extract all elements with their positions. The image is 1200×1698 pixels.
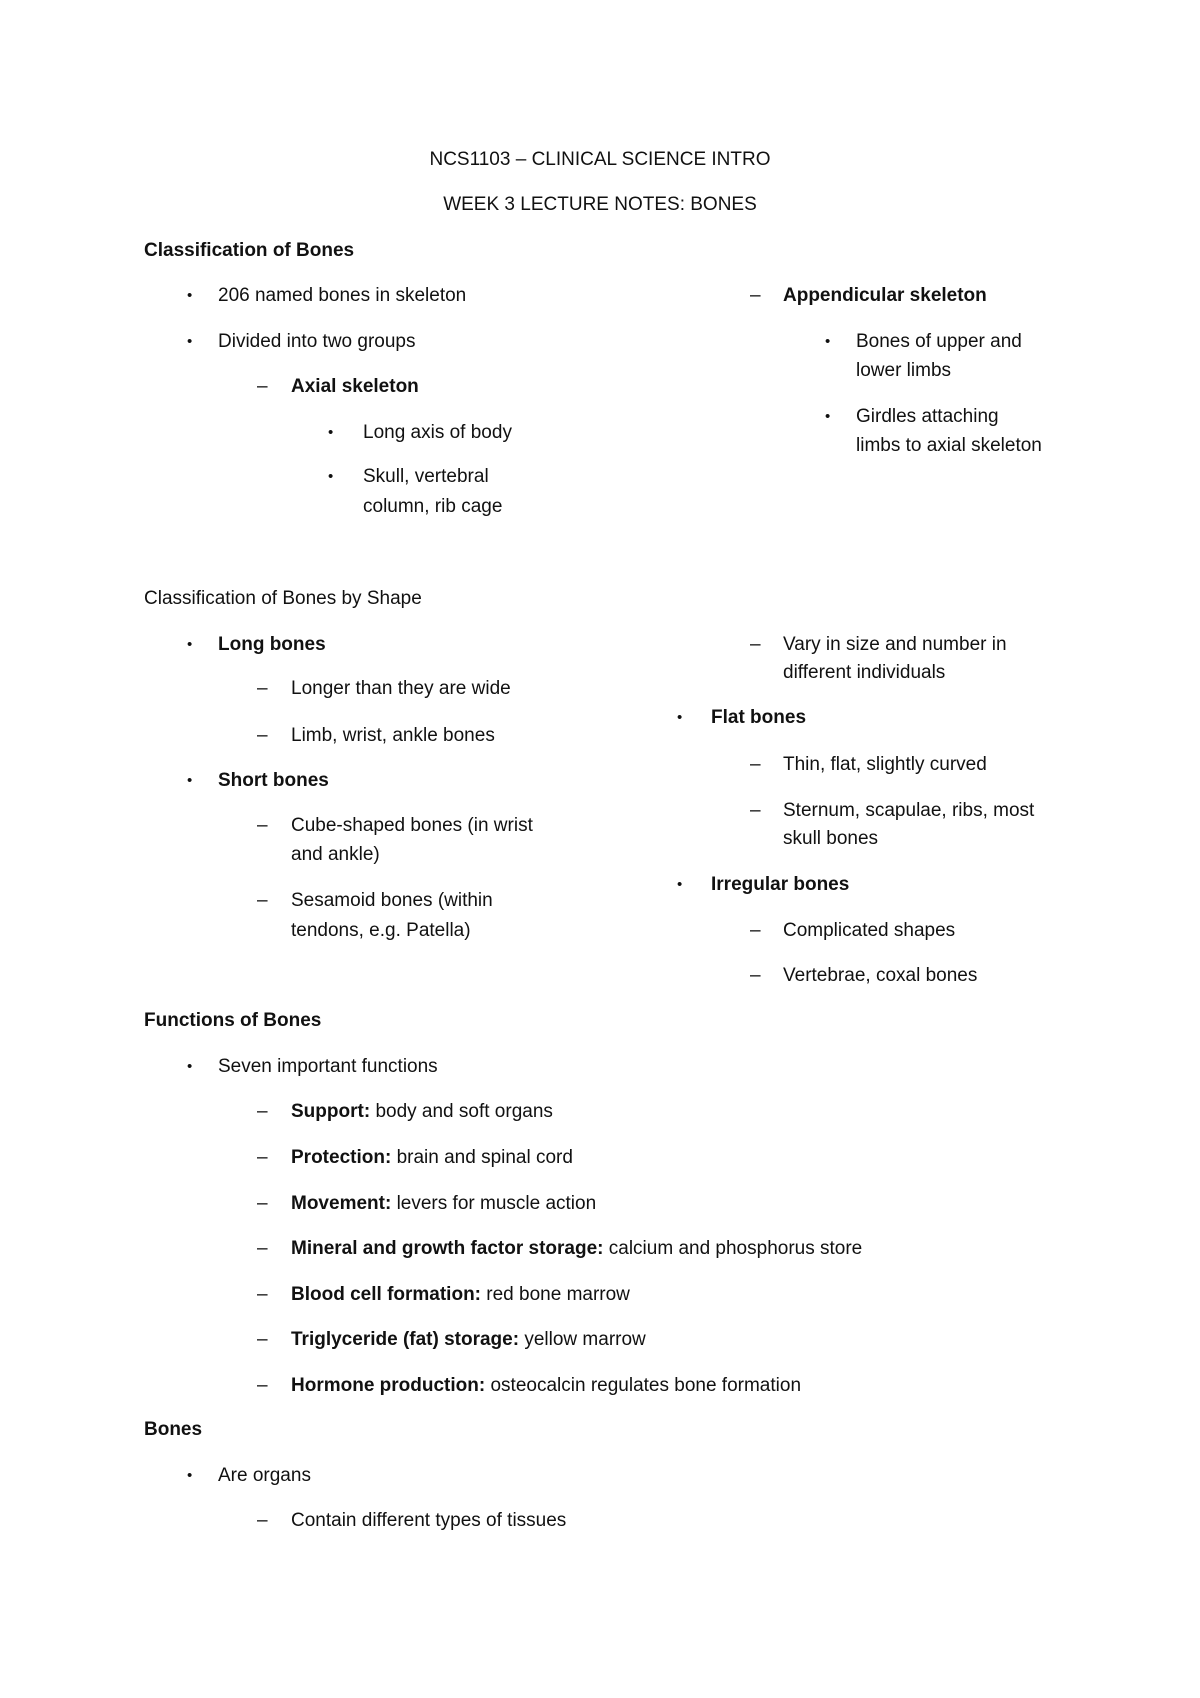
bullet-marker [187, 1465, 218, 1488]
sub-list-item [750, 754, 987, 776]
section-heading-bones: Bones [144, 1419, 203, 1440]
bullet-marker [328, 466, 363, 489]
sub-list-item [750, 965, 977, 987]
list-item-continuation: column, rib cage [363, 496, 503, 517]
list-item-text: Bones of upper and [856, 331, 1022, 352]
function-item [257, 1238, 862, 1260]
sub-list-item-appendicular [750, 285, 987, 307]
dash-marker [257, 376, 291, 398]
function-description: osteocalcin regulates bone formation [490, 1375, 802, 1396]
bullet-marker [825, 406, 856, 429]
section-heading-shape: Classification of Bones by Shape [144, 588, 422, 609]
irregular-bones-title: Irregular bones [711, 874, 850, 895]
list-item-continuation: different individuals [783, 662, 946, 683]
list-item-text: Vary in size and number in [783, 634, 1007, 655]
function-description: levers for muscle action [396, 1193, 597, 1214]
dash-marker [750, 800, 783, 822]
sub-list-item [257, 678, 511, 700]
function-item [257, 1329, 646, 1351]
list-item-text: Divided into two groups [218, 331, 416, 352]
function-item [257, 1147, 573, 1169]
dash-marker [257, 1284, 291, 1306]
dash-marker [257, 1329, 291, 1351]
list-item-irregular-bones [677, 874, 849, 897]
dash-marker [257, 1375, 291, 1397]
list-item-text: Are organs [218, 1465, 311, 1486]
function-term: Movement: [291, 1193, 392, 1214]
short-bones-title: Short bones [218, 770, 329, 791]
dash-marker [257, 1510, 291, 1532]
bullet-marker [187, 331, 218, 354]
list-item-text: Limb, wrist, ankle bones [291, 725, 495, 746]
bullet-marker [328, 422, 363, 445]
sub-list-item [257, 1510, 566, 1532]
dash-marker [750, 965, 783, 987]
function-item [257, 1101, 553, 1123]
list-item-continuation: and ankle) [291, 844, 380, 865]
function-term: Protection: [291, 1147, 392, 1168]
dash-marker [257, 815, 291, 837]
list-item-text: Longer than they are wide [291, 678, 511, 699]
dash-marker [257, 1147, 291, 1169]
sub-list-item [750, 800, 1034, 822]
dash-marker [750, 754, 783, 776]
list-item-text: 206 named bones in skeleton [218, 285, 467, 306]
dash-marker [257, 678, 291, 700]
list-item-continuation: lower limbs [856, 360, 952, 381]
function-item [257, 1375, 801, 1397]
list-item-flat-bones [677, 707, 806, 730]
list-item [187, 1056, 438, 1079]
sub-list-item [750, 920, 955, 942]
list-item-text: Long axis of body [363, 422, 512, 443]
dash-marker [750, 634, 783, 656]
list-item-text: Seven important functions [218, 1056, 438, 1077]
list-item-text: Cube-shaped bones (in wrist [291, 815, 533, 836]
function-description: red bone marrow [486, 1284, 630, 1305]
function-term: Hormone production: [291, 1375, 486, 1396]
list-item-continuation: limbs to axial skeleton [856, 435, 1042, 456]
function-description: body and soft organs [375, 1101, 553, 1122]
appendicular-skeleton-title: Appendicular skeleton [783, 285, 987, 306]
sub-list-item-axial [257, 376, 419, 398]
course-title: NCS1103 – CLINICAL SCIENCE INTRO [429, 149, 771, 170]
list-item [187, 331, 416, 354]
axial-skeleton-title: Axial skeleton [291, 376, 419, 397]
bullet-marker [187, 770, 218, 793]
function-term: Triglyceride (fat) storage: [291, 1329, 520, 1350]
list-item-text: Thin, flat, slightly curved [783, 754, 987, 775]
dash-marker [257, 1238, 291, 1260]
list-item-continuation: skull bones [783, 828, 879, 849]
flat-bones-title: Flat bones [711, 707, 807, 728]
list-item-text: Complicated shapes [783, 920, 956, 941]
function-term: Support: [291, 1101, 371, 1122]
nested-list-item [328, 466, 489, 489]
section-heading-classification: Classification of Bones [144, 240, 355, 261]
function-item [257, 1193, 596, 1215]
function-term: Blood cell formation: [291, 1284, 481, 1305]
bullet-marker [825, 331, 856, 354]
list-item [187, 285, 466, 308]
bullet-marker [677, 874, 711, 897]
function-item [257, 1284, 630, 1306]
list-item-long-bones [187, 634, 326, 657]
dash-marker [750, 920, 783, 942]
list-item-text: Sternum, scapulae, ribs, most [783, 800, 1035, 821]
function-description: yellow marrow [524, 1329, 646, 1350]
bullet-marker [677, 707, 711, 730]
dash-marker [750, 285, 783, 307]
long-bones-title: Long bones [218, 634, 326, 655]
bullet-marker [187, 285, 218, 308]
dash-marker [257, 725, 291, 747]
list-item-text: Sesamoid bones (within [291, 890, 493, 911]
dash-marker [257, 890, 291, 912]
list-item-text: Skull, vertebral [363, 466, 489, 487]
nested-list-item [328, 422, 512, 445]
list-item-text: Contain different types of tissues [291, 1510, 567, 1531]
list-item [187, 1465, 311, 1488]
section-heading-functions: Functions of Bones [144, 1010, 322, 1031]
bullet-marker [187, 1056, 218, 1079]
function-description: calcium and phosphorus store [608, 1238, 863, 1259]
nested-list-item [825, 406, 999, 429]
list-item-short-bones [187, 770, 329, 793]
list-item-continuation: tendons, e.g. Patella) [291, 920, 471, 941]
sub-list-item [257, 725, 495, 747]
list-item-text: Vertebrae, coxal bones [783, 965, 978, 986]
list-item-text: Girdles attaching [856, 406, 999, 427]
sub-list-item [257, 890, 493, 912]
nested-list-item [825, 331, 1022, 354]
dash-marker [257, 1101, 291, 1123]
function-term: Mineral and growth factor storage: [291, 1238, 604, 1259]
sub-list-item [750, 634, 1007, 656]
function-description: brain and spinal cord [396, 1147, 573, 1168]
sub-list-item [257, 815, 533, 837]
lecture-title: WEEK 3 LECTURE NOTES: BONES [443, 194, 757, 215]
dash-marker [257, 1193, 291, 1215]
bullet-marker [187, 634, 218, 657]
